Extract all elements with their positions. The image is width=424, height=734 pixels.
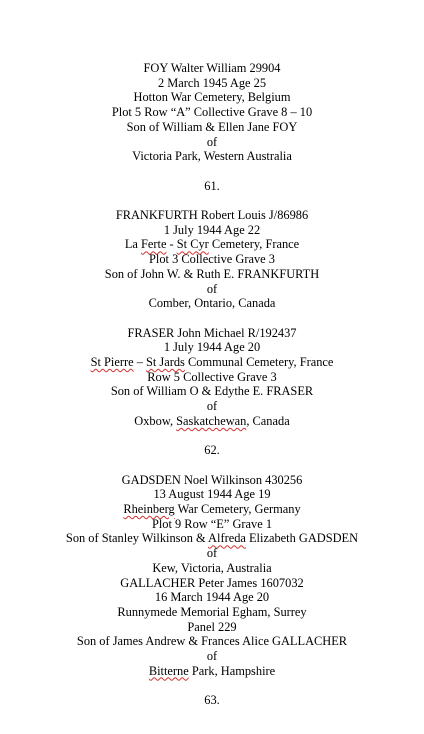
entry-of-line: of [206, 134, 218, 149]
entry-date-line: 16 March 1944 Age 20 [154, 590, 270, 605]
entry-hometown-line: Victoria Park, Western Australia [132, 149, 292, 164]
entry-date-line: 1 July 1944 Age 20 [163, 340, 261, 355]
entry-parents-line: Son of John W. & Ruth E. FRANKFURTH [104, 266, 320, 281]
entry-grave-line: Plot 9 Row “E” Grave 1 [151, 516, 273, 531]
entry-cemetery-line: St Pierre – St Jards Communal Cemetery, France [90, 355, 334, 369]
entry-name-line: GADSDEN Noel Wilkinson 430256 [121, 472, 303, 487]
entry-parents-line: Son of Stanley Wilkinson & Alfreda Elizabeth GADSDEN [65, 531, 359, 546]
entry-name-line: FOY Walter William 29904 [143, 61, 281, 75]
page-number: 63. [204, 693, 220, 708]
entry-name-line: FRASER John Michael R/192437 [127, 325, 297, 340]
entry-parents-line: Son of James Andrew & Frances Alice GALLACHER [76, 634, 348, 649]
entry-date-line: 2 March 1945 Age 25 [157, 75, 267, 90]
entry-of-line: of [206, 281, 218, 296]
entry-grave-line: Row 5 Collective Grave 3 [147, 369, 277, 384]
page-number: 61. [204, 178, 220, 193]
entry-cemetery-line: La Ferte - St Cyr Cemetery, France [124, 237, 300, 252]
entry-memorial-line: Runnymede Memorial Egham, Surrey [117, 604, 307, 619]
entry-name-line: GALLACHER Peter James 1607032 [120, 575, 304, 590]
entry-parents-line: Son of William & Ellen Jane FOY [126, 119, 298, 134]
entry-panel-line: Panel 229 [187, 619, 237, 634]
entry-date-line: 13 August 1944 Age 19 [153, 487, 271, 502]
entry-date-line: 1 July 1944 Age 22 [163, 222, 261, 237]
entry-cemetery-line: Hotton War Cemetery, Belgium [133, 90, 291, 105]
entry-grave-line: Plot 5 Row “A” Collective Grave 8 – 10 [111, 105, 313, 120]
entry-grave-line: Plot 3 Collective Grave 3 [149, 252, 275, 267]
entry-parents-line: Son of William O & Edythe E. FRASER [110, 384, 314, 399]
entry-of-line: of [206, 399, 218, 414]
entry-of-line: of [206, 546, 218, 561]
entry-name-line: FRANKFURTH Robert Louis J/86986 [115, 208, 309, 222]
entry-cemetery-line: Rheinberg War Cemetery, Germany [123, 502, 301, 516]
entry-hometown-line: Bitterne Park, Hampshire [148, 663, 276, 678]
entry-hometown-line: Comber, Ontario, Canada [148, 296, 276, 311]
entry-hometown-line: Kew, Victoria, Australia [152, 560, 272, 575]
page-number: 62. [204, 443, 220, 458]
entry-hometown-line: Oxbow, Saskatchewan, Canada [134, 413, 290, 428]
entry-of-line: of [206, 649, 218, 663]
